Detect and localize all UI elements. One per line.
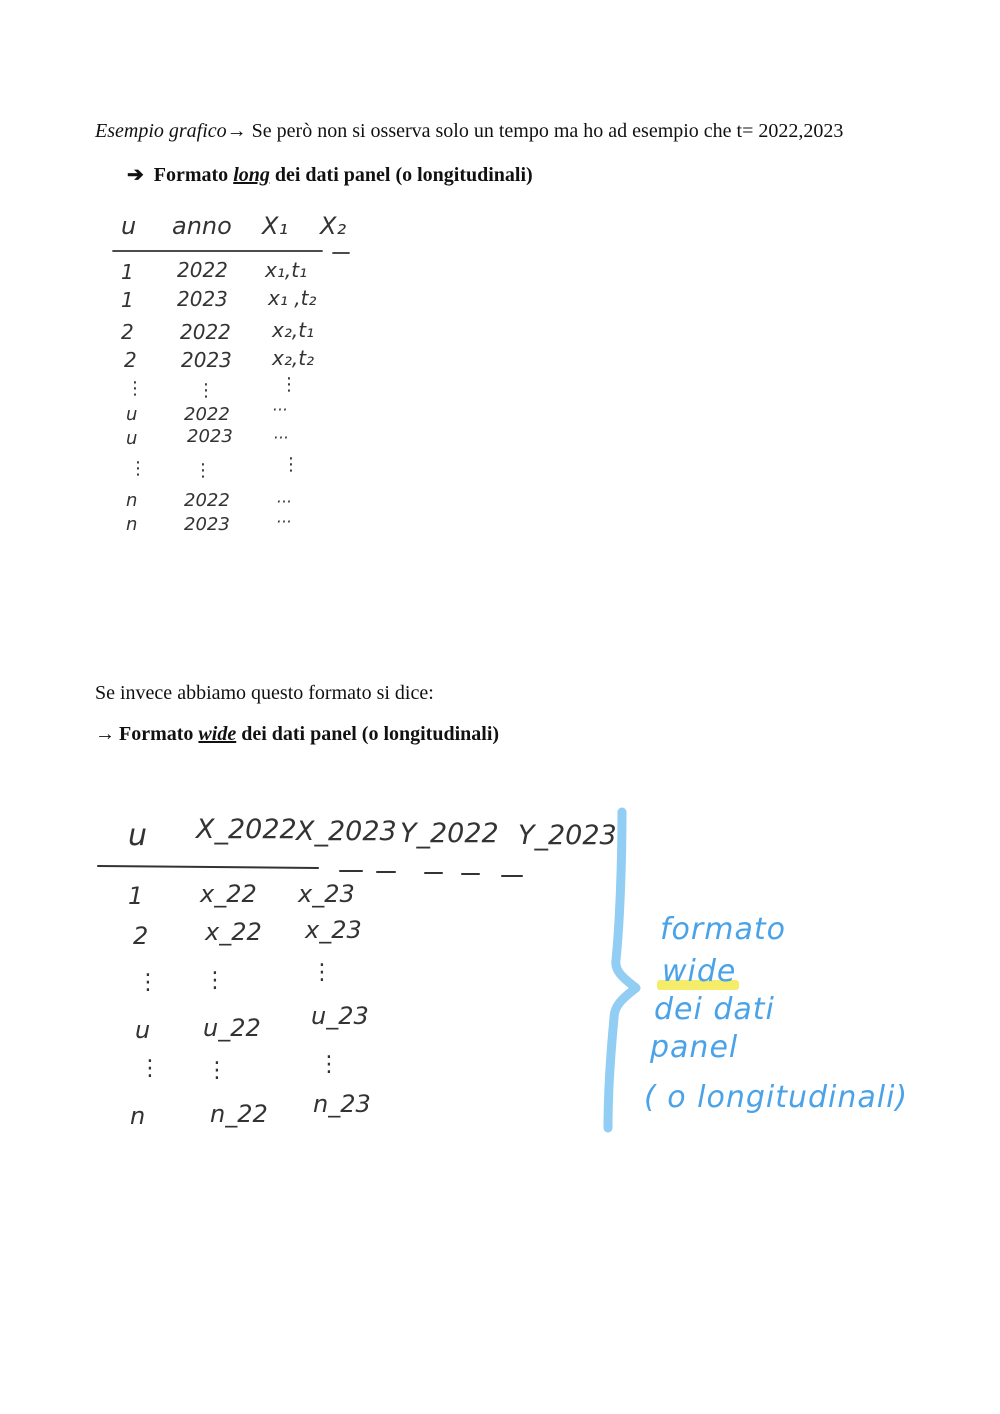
wide-cell: n_23 (313, 1090, 371, 1118)
long-cell: u (126, 404, 138, 425)
heading-long-suffix: dei dati panel (o longitudinali) (269, 164, 533, 186)
brace-note-line: dei dati (654, 992, 775, 1027)
long-cell: x₂,t₂ (272, 346, 315, 370)
long-cell: x₁ ,t₂ (268, 286, 317, 310)
wide-cell: n_22 (210, 1100, 268, 1128)
long-cell: ··· (276, 512, 292, 531)
wide-cell: 2 (133, 922, 149, 950)
long-cell: u (126, 428, 138, 449)
brace-note-line: ( o longitudinali) (644, 1080, 909, 1115)
wide-cell: x_22 (205, 918, 262, 946)
long-cell: ⋮ (280, 374, 298, 395)
long-cell: x₁,t₁ (265, 258, 308, 282)
long-cell: x₂,t₁ (272, 318, 315, 342)
wide-cell: u (135, 1016, 151, 1044)
wide-cell: ⋮ (311, 960, 333, 985)
long-cell: 2023 (177, 287, 228, 311)
long-cell: 2023 (187, 426, 233, 447)
long-cell: ⋮ (194, 460, 212, 481)
long-cell: ⋮ (197, 380, 215, 401)
wide-cell: ⋮ (139, 1056, 161, 1081)
long-cell: ··· (276, 492, 292, 511)
long-cell: ··· (273, 428, 289, 447)
long-cell: 1 (121, 288, 134, 312)
long-cell: 2023 (181, 348, 232, 372)
wide-cell: ⋮ (137, 970, 159, 995)
long-cell: 2 (124, 348, 137, 372)
wide-header-y2023: Y_2023 (518, 820, 617, 851)
wide-cell: 1 (128, 882, 144, 910)
long-cell: 2022 (184, 490, 230, 511)
long-header-anno: anno (172, 212, 232, 240)
wide-cell: ⋮ (318, 1052, 340, 1077)
wide-cell: u_23 (311, 1002, 369, 1030)
arrow-icon: → (226, 120, 247, 142)
long-cell: 1 (121, 260, 134, 284)
arrow-icon: ➔ (127, 164, 144, 186)
heading-wide-prefix: Formato (119, 723, 199, 745)
brace-note-line: formato (660, 912, 786, 947)
heading-long-emph: long (233, 164, 270, 186)
wide-cell: u_22 (203, 1014, 261, 1042)
heading-long-prefix: Formato (153, 164, 234, 186)
intro-label: Esempio grafico (95, 120, 227, 142)
long-cell: ··· (272, 400, 288, 419)
long-cell: ⋮ (126, 378, 144, 399)
long-cell: ⋮ (282, 454, 300, 475)
brace-mark (608, 812, 636, 1128)
heading-wide-suffix: dei dati panel (o longitudinali) (236, 723, 500, 745)
intro-text: Se però non si osserva solo un tempo ma ho ad esempio che t= 2022,2023 (251, 120, 844, 142)
wide-cell: ⋮ (204, 968, 226, 993)
wide-header-x2022: X_2022 (196, 814, 297, 845)
long-header-x2: X₂ (320, 212, 347, 240)
heading-wide-emph: wide (198, 723, 237, 745)
long-cell: 2023 (184, 514, 230, 535)
wide-cell: n (130, 1102, 146, 1130)
wide-cell: x_23 (298, 880, 355, 908)
long-cell: 2022 (180, 320, 231, 344)
arrow-icon: → (95, 723, 115, 745)
wide-header-u: u (128, 818, 148, 853)
long-cell: ⋮ (129, 458, 147, 479)
long-cell: 2022 (177, 258, 228, 282)
wide-header-y2022: Y_2022 (400, 818, 499, 849)
wide-cell: x_23 (305, 916, 362, 944)
long-cell: n (126, 490, 138, 511)
paragraph: Se invece abbiamo questo formato si dice: (95, 682, 434, 704)
long-header-x1: X₁ (262, 212, 289, 240)
long-header-u: u (121, 212, 137, 240)
brace-note-line: wide (662, 954, 737, 989)
long-cell: n (126, 514, 138, 535)
long-cell: 2022 (184, 404, 230, 425)
long-cell: 2 (121, 320, 134, 344)
wide-header-x2023: X_2023 (296, 816, 397, 847)
wide-cell: x_22 (200, 880, 257, 908)
wide-cell: ⋮ (206, 1058, 228, 1083)
brace-note-line: panel (650, 1030, 739, 1065)
